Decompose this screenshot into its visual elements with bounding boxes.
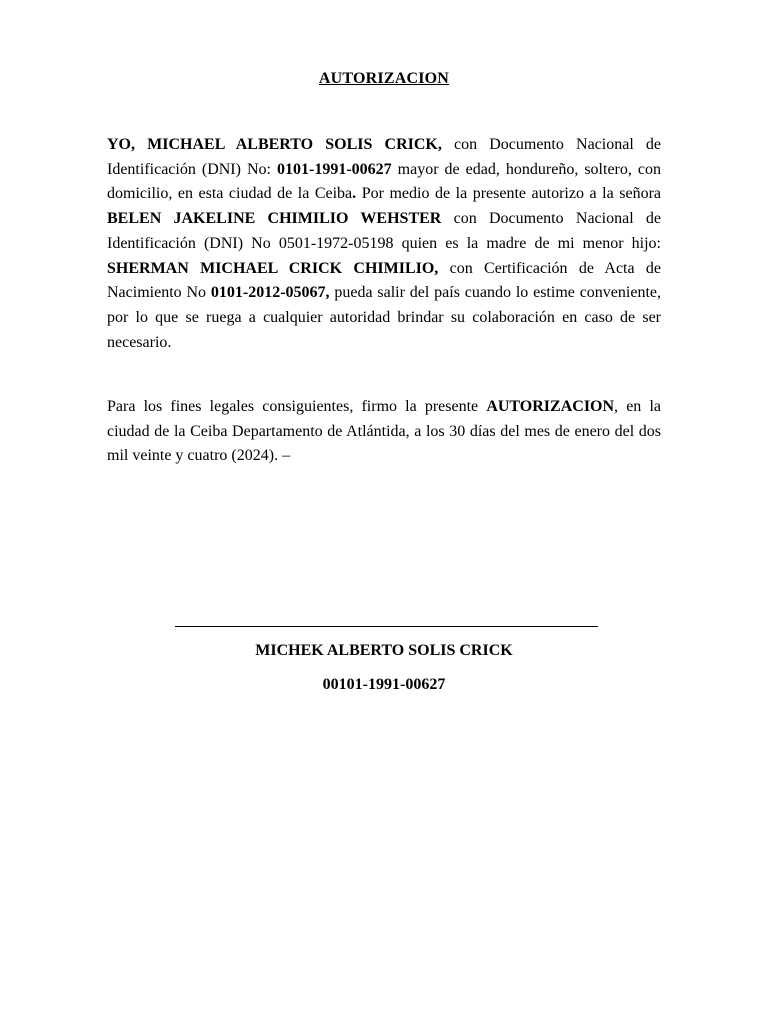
child-name: SHERMAN MICHAEL CRICK CHIMILIO, — [107, 259, 439, 277]
authorization-keyword: AUTORIZACION — [486, 398, 615, 415]
paragraph-text: Para los fines legales consiguientes, firmo la presente — [107, 398, 487, 415]
mother-name: BELEN JAKELINE CHIMILIO WEHSTER — [107, 210, 442, 228]
paragraph-text: con Certificación de Acta de Nacimiento No — [107, 259, 661, 302]
paragraph-text: mayor de edad, hondureño, soltero, con domicilio, en esta ciudad de la Ceiba — [107, 160, 661, 203]
paragraph-text: con Documento Nacional de Identificación (DNI) No 0501-1972-05198 quien es la madre de mi menor hijo: — [107, 210, 662, 252]
paragraph-text: pueda salir del país cuando lo estime conveniente, por lo que se ruega a cualquier autoridad brindar su colaboración en caso de ser necesario. — [107, 284, 661, 351]
paragraph-text: , en la ciudad de la Ceiba Departamento de Atlántida, a los 30 días del mes de enero del dos mil veinte y cuatro (2024). – — [107, 398, 661, 465]
birth-certificate-number: 0101-2012-05067, — [210, 284, 330, 302]
closing-paragraph — [107, 395, 661, 469]
signatory-name: MICHEK ALBERTO SOLIS CRICK — [255, 642, 513, 659]
signatory-id-number: 00101-1991-00627 — [322, 676, 446, 693]
document-title: AUTORIZACION — [318, 70, 450, 87]
paragraph-text: Por medio de la presente autorizo a la señora — [356, 185, 662, 203]
declarant-dni: 0101-1991-00627 — [276, 160, 392, 178]
authorization-paragraph — [107, 133, 661, 355]
declarant-name: YO, MICHAEL ALBERTO SOLIS CRICK, — [107, 136, 442, 153]
paragraph-text: con Documento Nacional de Identificación (DNI) No: — [107, 136, 661, 178]
paragraph-period: . — [352, 185, 357, 203]
signature-line — [175, 626, 598, 627]
